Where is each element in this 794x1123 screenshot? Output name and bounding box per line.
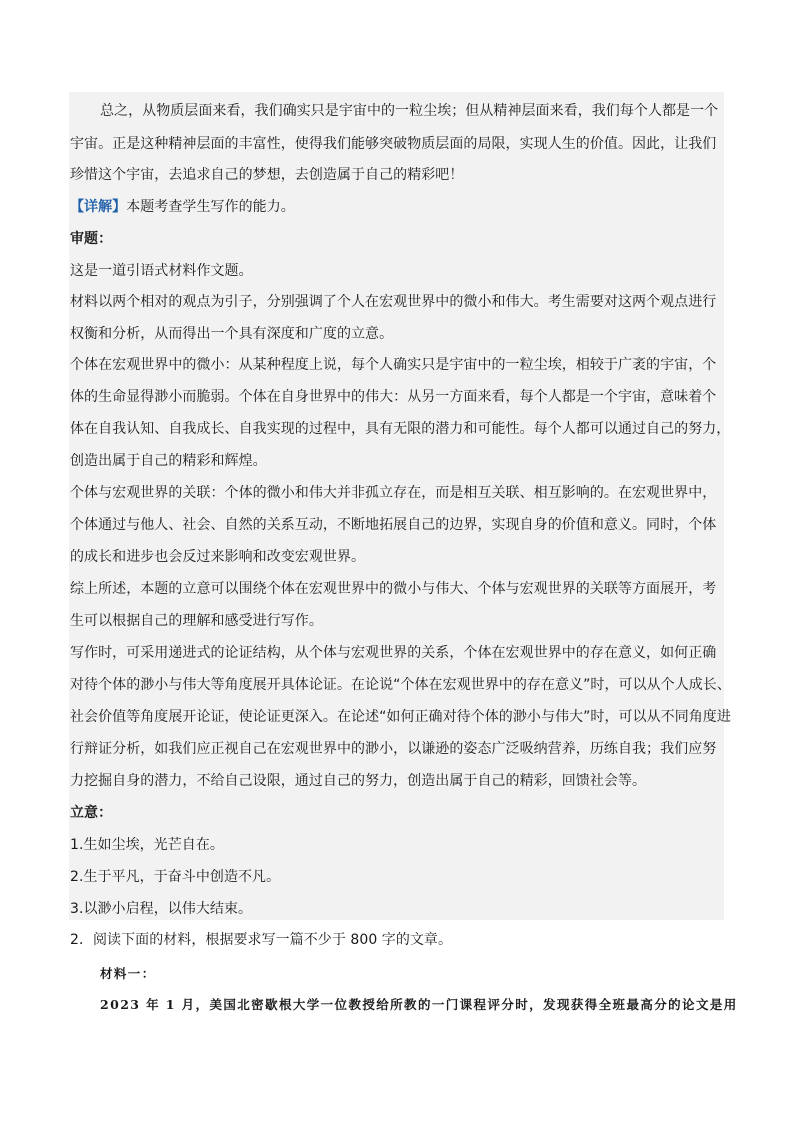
shenti-line: 综上所述，本题的立意可以围绕个体在宏观世界中的微小与伟大、个体与宏观世界的关联等方面展开，考	[70, 581, 717, 597]
shenti-line: 创造出属于自己的精彩和辉煌。	[70, 453, 267, 469]
shenti-line: 体的生命显得渺小而脆弱。个体在自身世界中的伟大：从另一方面来看，每个人都是一个宇宙，意味着个	[70, 389, 717, 405]
material-one-label: 材料一：	[100, 966, 156, 981]
shenti-line: 对待个体的渺小与伟大等角度展开具体论证。在论说“个体在宏观世界中的存在意义”时，可以从个人成长、	[70, 677, 731, 693]
shenti-line: 这是一道引语式材料作文题。	[70, 263, 253, 279]
liyi-heading: 立意：	[70, 805, 113, 821]
detail-tag: 【详解】	[70, 199, 127, 215]
essay-end-line-3: 珍惜这个宇宙，去追求自己的梦想，去创造属于自己的精彩吧！	[70, 167, 464, 183]
shenti-line: 个体在宏观世界中的微小：从某种程度上说，每个人确实只是宇宙中的一粒尘埃，相较于广袤的宇宙，个	[70, 357, 717, 373]
shenti-line: 个体通过与他人、社会、自然的关系互动，不断地拓展自己的边界，实现自身的价值和意义。同时，个体	[70, 517, 717, 533]
shenti-line: 的成长和进步也会反过来影响和改变宏观世界。	[70, 549, 366, 565]
liyi-item: 1.生如尘埃，光芒自在。	[70, 837, 224, 853]
shenti-line: 体在自我认知、自我成长、自我实现的过程中，具有无限的潜力和可能性。每个人都可以通过自己的努力，	[70, 421, 731, 437]
shenti-line: 权衡和分析，从而得出一个具有深度和广度的立意。	[70, 326, 394, 342]
shenti-line: 个体与宏观世界的关联：个体的微小和伟大并非孤立存在，而是相互关联、相互影响的。在宏观世界中，	[70, 485, 717, 501]
shenti-line: 行辩证分析，如我们应正视自己在宏观世界中的渺小，以谦逊的姿态广泛吸纳营养，历练自我；我们应努	[70, 741, 717, 757]
essay-end-line-1: 总之，从物质层面来看，我们确实只是宇宙中的一粒尘埃；但从精神层面来看，我们每个人都是一个	[100, 103, 719, 119]
shenti-line: 力挖掘自身的潜力，不给自己设限，通过自己的努力，创造出属于自己的精彩，回馈社会等。	[70, 773, 647, 789]
shenti-line: 社会价值等角度展开论证，使论证更深入。在论述“如何正确对待个体的渺小与伟大”时，可以从不同角度进	[70, 709, 731, 725]
liyi-item: 2.生于平凡，于奋斗中创造不凡。	[70, 869, 281, 885]
detail-line	[70, 198, 295, 216]
shenti-heading: 审题：	[70, 231, 113, 247]
detail-text: 本题考查学生写作的能力。	[126, 199, 295, 215]
shenti-line: 写作时，可采用递进式的论证结构，从个体与宏观世界的关系，个体在宏观世界中的存在意义，如何正确	[70, 645, 717, 661]
shenti-line: 生可以根据自己的理解和感受进行写作。	[70, 613, 323, 629]
liyi-item: 3.以渺小启程，以伟大结束。	[70, 901, 253, 917]
material-one-text: 2023 年 1 月，美国北密歇根大学一位教授给所教的一门课程评分时，发现获得全班最高分的论文是用	[100, 997, 738, 1012]
answer-shaded-block	[69, 92, 724, 920]
essay-end-line-2: 宇宙。正是这种精神层面的丰富性，使得我们能够突破物质层面的局限，实现人生的价值。因此，让我们	[70, 136, 717, 152]
shenti-line: 材料以两个相对的观点为引子，分别强调了个人在宏观世界中的微小和伟大。考生需要对这两个观点进行	[70, 294, 717, 310]
question-2-prompt: 2．阅读下面的材料，根据要求写一篇不少于 800 字的文章。	[70, 932, 453, 948]
